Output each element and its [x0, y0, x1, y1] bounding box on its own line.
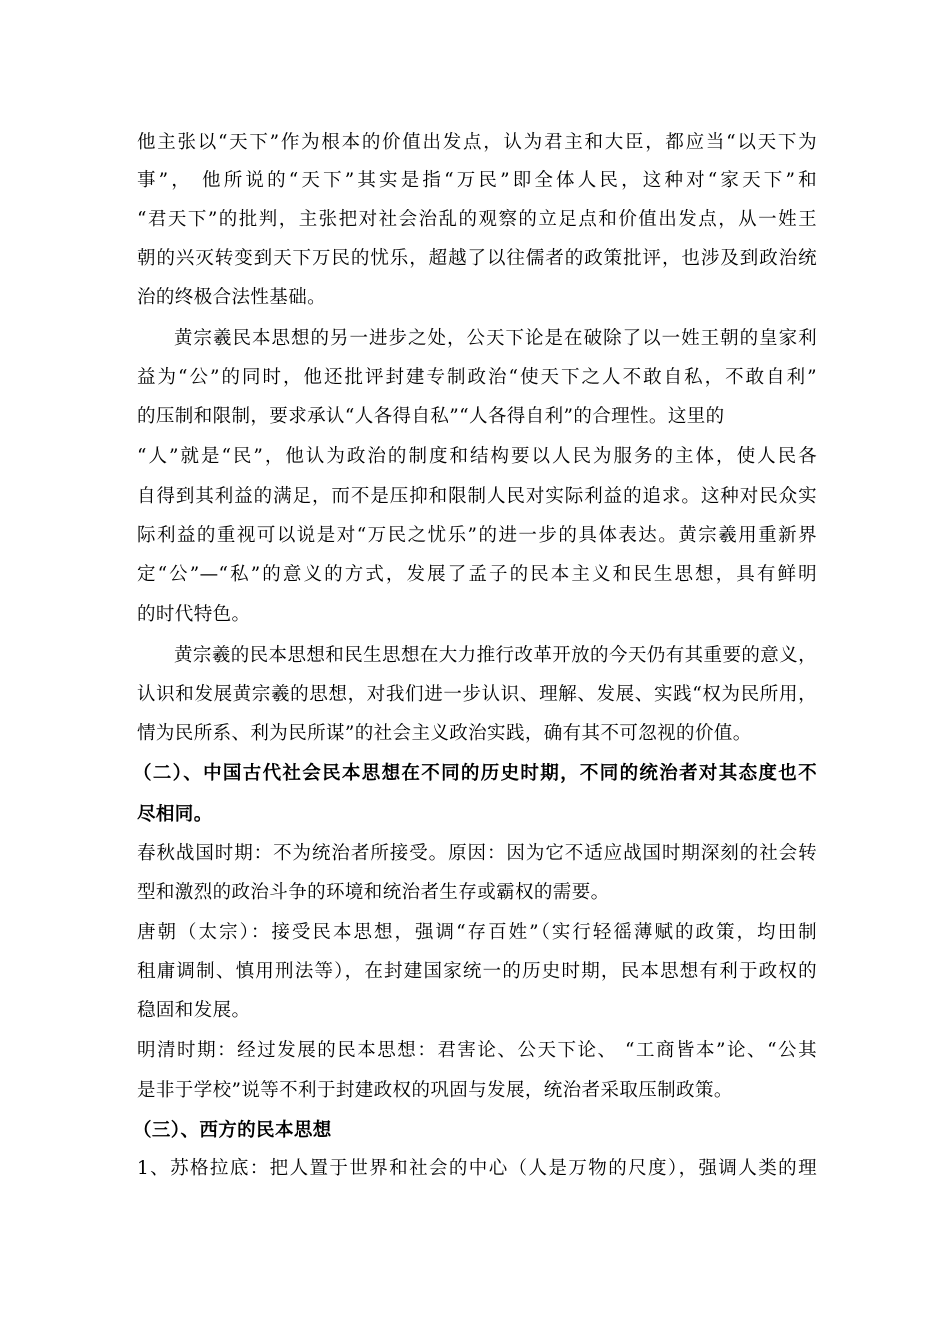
text-line: 他主张以“天下”作为根本的价值出发点，认为君主和大臣，都应当“以天下为	[137, 132, 817, 153]
text-line: 益为“公”的同时，他还批评封建专制政治“使天下之人不敢自私，不敢自利”	[137, 367, 817, 388]
text-line: 的时代特色。	[137, 604, 251, 625]
text-line: 型和激烈的政治斗争的环境和统治者生存或霸权的需要。	[137, 882, 610, 903]
text-line: 唐朝（太宗）：接受民本思想，强调“存百姓”（实行轻徭薄赋的政策，均田制	[137, 922, 817, 943]
text-line: 定“公”—“私”的意义的方式，发展了孟子的民本主义和民生思想，具有鲜明	[137, 564, 817, 585]
text-line: 1、苏格拉底：把人置于世界和社会的中心（人是万物的尺度），强调人类的理	[137, 1158, 817, 1179]
text-line: 黄宗羲的民本思想和民生思想在大力推行改革开放的今天仍有其重要的意义，	[174, 645, 817, 666]
section-heading: （二）、中国古代社会民本思想在不同的历史时期，不同的统治者对其态度也不	[133, 763, 817, 784]
text-line: 稳固和发展。	[137, 1000, 251, 1021]
text-line: 自得到其利益的满足，而不是压抑和限制人民对实际利益的追求。这种对民众实	[137, 486, 817, 507]
text-line: 是非于学校”说等不利于封建政权的巩固与发展，统治者采取压制政策。	[137, 1080, 733, 1101]
text-line: 认识和发展黄宗羲的思想，对我们进一步认识、理解、发展、实践“权为民所用，	[137, 684, 817, 705]
text-line: 朝的兴灭转变到天下万民的忧乐，超越了以往儒者的政策批评，也涉及到政治统	[137, 248, 817, 269]
text-line: 际利益的重视可以说是对“万民之忧乐”的进一步的具体表达。黄宗羲用重新界	[137, 525, 817, 546]
text-line: “人”就是“民”，他认为政治的制度和结构要以人民为服务的主体，使人民各	[137, 446, 817, 467]
text-line: 治的终极合法性基础。	[137, 287, 327, 308]
text-line: 的压制和限制，要求承认“人各得自私”“人各得自利”的合理性。这里的	[137, 406, 725, 427]
section-heading: （三）、西方的民本思想	[133, 1120, 332, 1141]
text-line: 情为民所系、利为民所谋”的社会主义政治实践，确有其不可忽视的价值。	[137, 723, 752, 744]
text-line: “君天下”的批判，主张把对社会治乱的观察的立足点和价值出发点，从一姓王	[137, 209, 817, 230]
text-line: 黄宗羲民本思想的另一进步之处，公天下论是在破除了以一姓王朝的皇家利	[174, 328, 817, 349]
text-line: 春秋战国时期：不为统治者所接受。原因：因为它不适应战国时期深刻的社会转	[137, 843, 817, 864]
section-heading: 尽相同。	[137, 804, 213, 825]
text-line: 租庸调制、慎用刑法等），在封建国家统一的历史时期，民本思想有利于政权的	[137, 961, 817, 982]
text-line: 事”， 他所说的“天下”其实是指“万民”即全体人民，这种对“家天下”和	[137, 170, 817, 191]
text-line: 明清时期：经过发展的民本思想：君害论、公天下论、 “工商皆本”论、“公其	[137, 1040, 817, 1061]
